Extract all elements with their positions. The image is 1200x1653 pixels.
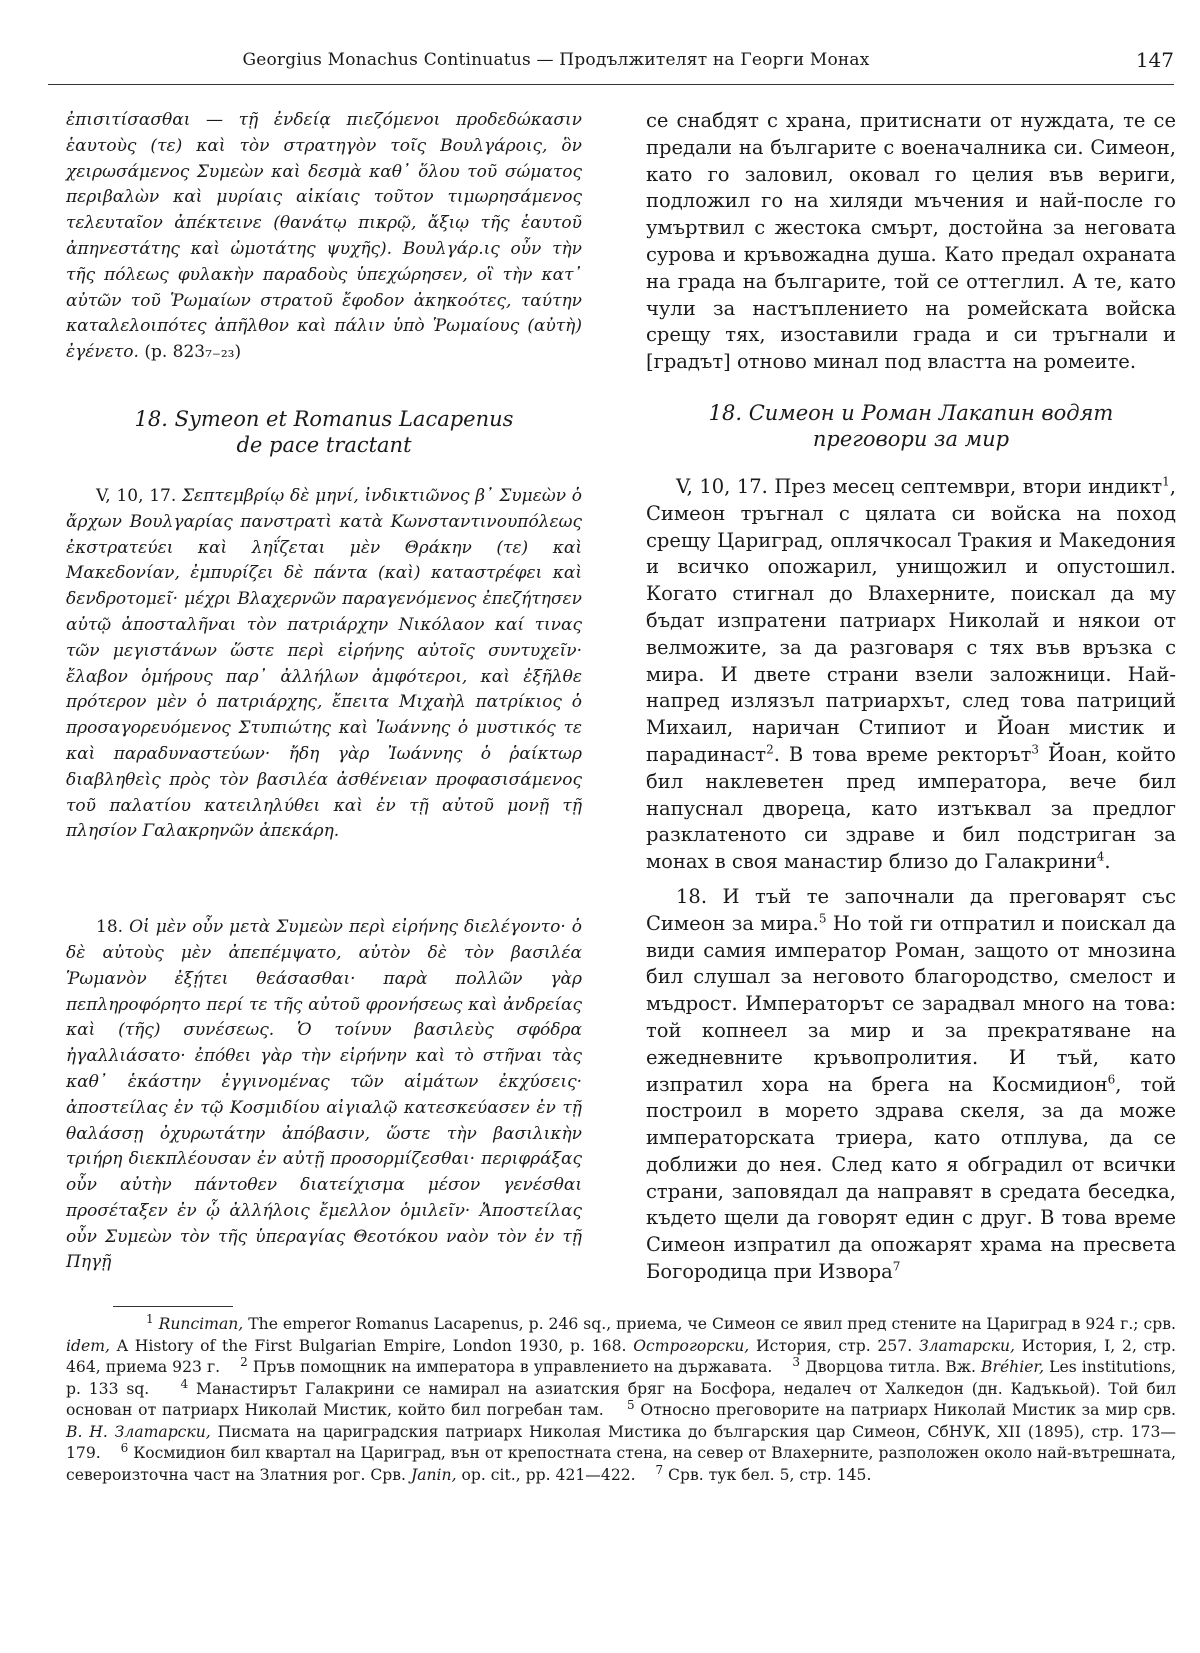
footnote-5: $^5$ Относно преговорите на патриарх Николай Мистик за мир срв. В. Н. Златарски, Писмата на цариградския патриарх Николая Мистика до българския цар Симеон, СбНУК, XII (1895), стр. 173—179. (66, 1397, 1177, 1462)
footnote-ref-4: 4 (1096, 849, 1105, 864)
bulgarian-paragraph-2-text-a: 18. И тъй те започнали да преговарят със Симеон за мира. (646, 884, 1176, 935)
footnote-divider (113, 1306, 233, 1307)
footnote-4: $^4$ Манастирът Галакрини се намирал на азиатския бряг на Босфора, недалеч от Халкедон (дн. Кадъкьой). Той бил основан от патриарх Николай Мистик, който бил погребан там. (66, 1376, 1177, 1419)
bulgarian-heading-line-2: преговори за мир (812, 426, 1010, 451)
bulgarian-intro-paragraph: се снабдят с храна, притиснати от нуждата, те се предали на българите с военачалника си. Симеон, като го заловил, оковал го целия във вериги, подложил го на хиляди мъчения и най-после го умъртвил с жестока смърт, достойна за неговата сурова и кръвожадна душа. Като предал охраната на града на българите, той се оттеглил. А те, като чули за настъплението на ромейската войска срещу тях, изоставили града и си тръгнали и [градът] отново минал под властта на ромеите. (646, 109, 1176, 374)
bulgarian-column (646, 108, 1176, 1286)
bulgarian-paragraph-1-text-a: V, 10, 17. През месец септември, втори индикт (676, 474, 1163, 498)
greek-paragraph-2-ref: 18. (96, 917, 124, 938)
greek-paragraph-1-ref: V, 10, 17. (96, 485, 177, 506)
greek-section-heading (66, 406, 582, 458)
footnote-ref-5: 5 (818, 911, 827, 926)
bulgarian-paragraph-2 (646, 884, 1176, 1286)
bulgarian-paragraph-1-text-d: Йоан, който бил наклеветен пред императора, вече бил напуснал двореца, като изтъквал за предлог разклатеното си здраве и бил подстриган за монах в своя манастир близо до Галакрини (646, 742, 1176, 874)
greek-paragraph-1 (66, 484, 582, 845)
bulgarian-paragraph-1-text-b: , Симеон тръгнал с цялата си войска на поход срещу Цариград, оплячкосал Тракия и Македония и всичко опожарил, унищожил и опустошил. Когато стигнал до Влахерните, поискал да му бъдат изпратени патриарх Николай и някои от велможите, за да разговаря с тях във връзка с мира. И двете страни взели заложници. Най-напред излязъл патриархът, след това патриций Михаил, наричан Стипиот и Йоан мистик и парадинаст (646, 474, 1176, 766)
footnote-3: $^3$ Дворцова титла. Вж. Bréhier, Les institutions, p. 133 sq. (66, 1354, 1177, 1398)
bulgarian-paragraph-2-text-c: , той построил в морето здрава скеля, за да може императорската триера, като отплува, да се доближи до нея. След като я обградил от всички страни, заповядал да направят в средата беседка, където щели да говорят един с друг. В това време Симеон изпратил да опожарят храма на пресвета Богородица при Извора (646, 1072, 1177, 1284)
bulgarian-paragraph-1-text-e: . (1104, 850, 1111, 874)
greek-paragraph-2 (66, 915, 582, 1276)
running-head: Georgius Monachus Continuatus — Продължителят на Георги Монах (242, 50, 870, 70)
page-header (48, 44, 1174, 85)
greek-paragraph-2-text: Οἱ μὲν οὖν μετὰ Συμεὼν περὶ εἰρήνης διελέγοντο· ὁ δὲ αὐτοὺς μὲν ἀπεπέμψατο, αὐτὸν δὲ τὸν βασιλέα Ῥωμανὸν ἐξῄτει θεάσασθαι· παρὰ πολλῶν γὰρ πεπληροφόρητο περί τε τῆς αὐτοῦ φρονήσεως καὶ ἀνδρείας καὶ (τῆς) συνέσεως. Ὁ τοίνυν βασιλεὺς σφόδρα ἠγαλλιάσατο· ἐπόθει γὰρ τὴν εἰρήνην καὶ τὸ στῆναι τὰς καθ᾽ ἑκάστην ἐγγινομένας τῶν αἱμάτων ἐκχύσεις· ἀποστείλας ἐν τῷ Κοσμιδίου αἰγιαλῷ κατεσκεύασεν ἐν τῇ θαλάσσῃ ὀχυρωτάτην ἀπόβασιν, ὥστε τὴν βασιλικὴν τριήρη διεκπλέουσαν ἐν αὐτῇ προσορμίζεσθαι· περιφράξας οὖν αὐτὴν πάντοθεν διατείχισμα μέσον γενέσθαι προσέταξεν ἐν ᾧ ἀλλήλοις ἔμελλον ὁμιλεῖν· Ἀποστείλας οὖν Συμεὼν τὸν τῆς ὑπεραγίας Θεοτόκου ναὸν τὸν ἐν τῇ Πηγῇ (66, 917, 582, 1273)
bulgarian-paragraph-1 (646, 474, 1176, 876)
bulgarian-paragraph-2-text-b: Но той ги отпратил и поискал да види самия император Роман, защото от мнозина бил слушал за неговото благородство, смелост и мъдрост. Императорът се зарадвал много на това: той копнеел за мир и за прекратяване на ежедневните кръвопролития. И тъй, като изпратил хора на брега на Космидион (646, 911, 1176, 1096)
greek-paragraph-1-text: Σεπτεμβρίῳ δὲ μηνί, ἰνδικτιῶνος β᾽ Συμεὼν ὁ ἄρχων Βουλγαρίας πανστρατὶ κατὰ Κωνσταντινουπόλεως ἐκστρατεύει καὶ ληΐζεται μὲν Θράκην (τε) καὶ Μακεδονίαν, ἐμπυρίζει δὲ πάντα (καὶ) καταστρέφει καὶ δενδροτομεῖ· μέχρι Βλαχερνῶν παραγενόμενος ἐπεζήτησεν αὐτῷ ἀποσταλῆναι τὸν πατριάρχην Νικόλαον καί τινας τῶν μεγιστάνων ὥστε περὶ εἰρήνης αὐτοῖς συντυχεῖν· ἔλαβον ὁμήρους παρ᾽ ἀλλήλων ἀμφότεροι, καὶ ἐξῆλθε πρότερον μὲν ὁ πατριάρχης, ἔπειτα Μιχαὴλ πατρίκιος ὁ προσαγορευόμενος Στυπιώτης καὶ Ἰωάννης ὁ μυστικός τε καὶ παραδυναστεύων· ἤδη γὰρ Ἰωάννης ὁ ῥαίκτωρ διαβληθεὶς πρὸς τὸν βασιλέα ἀσθένειαν προφασισάμενος τοῦ παλατίου κατειληλύθει καὶ ἐν τῇ αὐτοῦ μονῇ τῇ πλησίον Γαλακρηνῶν ἀπεκάρη. (66, 485, 583, 842)
footnote-ref-3: 3 (1031, 742, 1040, 757)
greek-column (66, 108, 582, 1276)
page-number: 147 (1135, 48, 1174, 72)
greek-heading-line-1: 18. Symeon et Romanus Lacapenus (134, 406, 514, 431)
footnotes (66, 1311, 1177, 1486)
footnote-6: $^6$ Космидион бил квартал на Цариград, вън от крепостната стена, на север от Влахерните, разположен около най-вътрешната, североизточна част на Златния рог. Срв. Janin, op. cit., pp. 421—422. (66, 1440, 1177, 1484)
greek-intro-text: ἐπισιτίσασθαι — τῇ ἐνδείᾳ πιεζόμενοι προδεδώκασιν ἑαυτοὺς (τε) καὶ τὸν στρατηγὸν τοῖς Βουλγάροις, ὃν χειρωσάμενος Συμεὼν καὶ δεσμὰ καθ᾽ ὅλου τοῦ σώματος περιβαλὼν καὶ μυρίαις αἰκίαις τοῦτον τιμωρησάμενος τελευταῖον ἀπέκτεινε (θανάτῳ πικρῷ, ἄξιῳ τῆς ἑαυτοῦ ἀπηνεστάτης καὶ ὠμοτάτης ψυχῆς). Βουλγάρ.ις οὖν τὴν τῆς πόλεως φυλακὴν παραδοὺς ὑπεχώρησεν, οἳ τὴν κατ᾽ αὐτῶν τοῦ Ῥωμαίων στρατοῦ ἔφοδον ἀκηκοότες, ταύτην καταλελοιπότες ἀπῆλθον καὶ πάλιν ὑπὸ Ῥωμαίους (αὐτὴ) ἐγένετο. (66, 110, 582, 363)
bulgarian-section-heading (646, 400, 1176, 452)
bulgarian-heading-line-1: 18. Симеон и Роман Лакапин водят (708, 400, 1114, 425)
footnote-ref-2: 2 (766, 742, 774, 757)
bulgarian-paragraph-1-text-c: . В това време ректорът (773, 742, 1032, 766)
footnote-1: $^1$ Runciman, The emperor Romanus Lacapenus, p. 246 sq., приема, че Симеон се явил пред стените на Цариград в 924 г.; срв. idem, A History of the First Bulgarian Empire, London 1930, p. 168. Острогорски, История, стр. 257. Златарски, История, I, 2, стр. 464, приема 923 г. (66, 1311, 1176, 1376)
footnote-7: $^7$ Срв. тук бел. 5, стр. 145. (655, 1462, 872, 1484)
greek-heading-line-2: de pace tractant (236, 432, 412, 457)
greek-intro-ref: (p. 823₇₋₂₃) (144, 342, 242, 363)
footnote-ref-1: 1 (1162, 474, 1170, 489)
footnote-ref-6: 6 (1107, 1072, 1116, 1086)
footnote-ref-7: 7 (892, 1259, 901, 1274)
footnote-2: $^2$ Пръв помощник на императора в управлението на държавата. (240, 1354, 773, 1376)
greek-intro-paragraph (66, 108, 582, 366)
